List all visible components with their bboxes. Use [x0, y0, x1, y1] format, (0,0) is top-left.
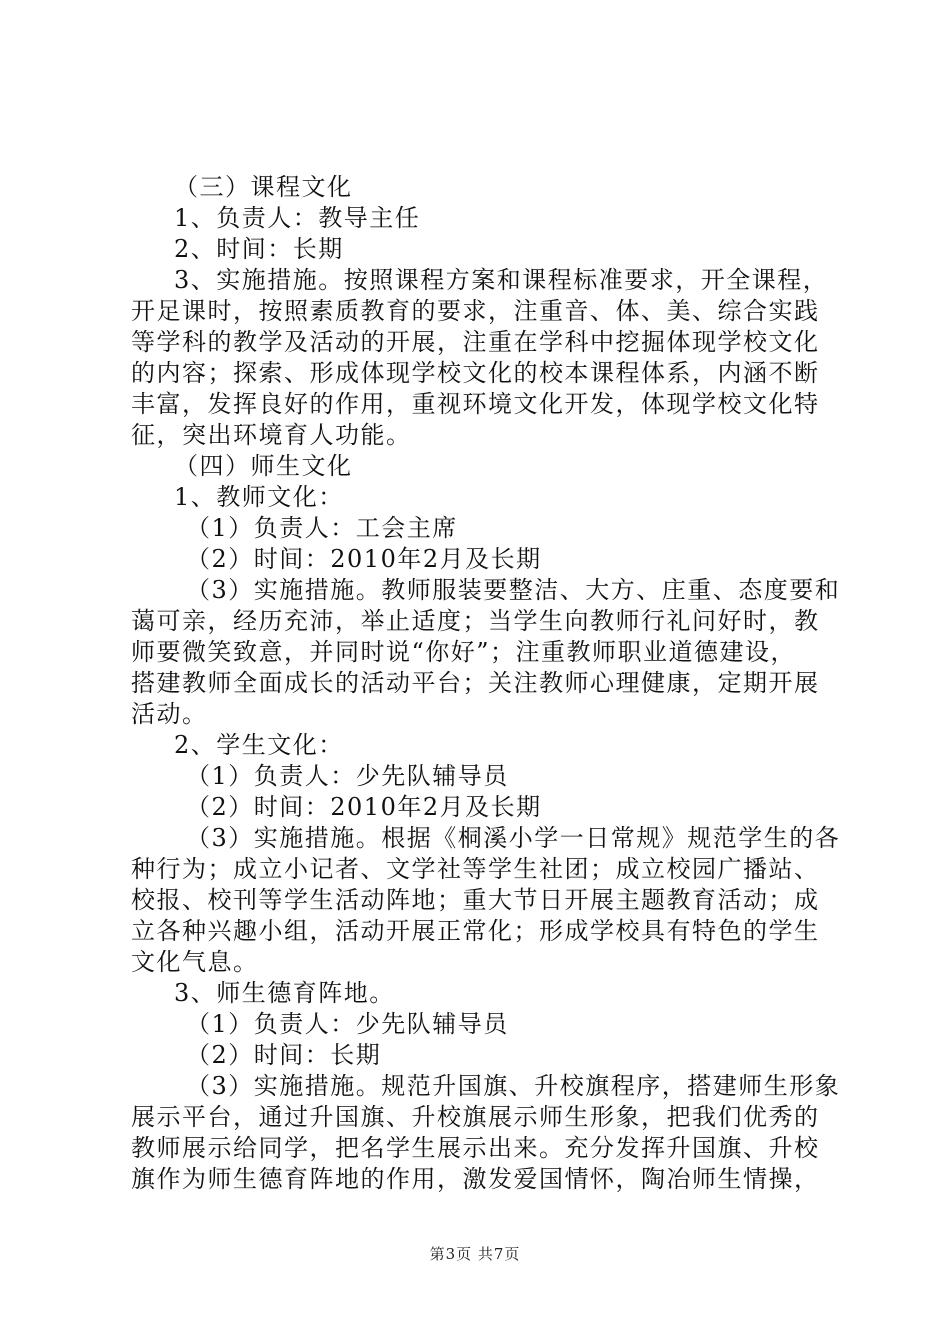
text-line: （3）实施措施。规范升国旗、升校旗程序，搭建师生形象	[186, 1072, 841, 1100]
text-line: 教师展示给同学，把名学生展示出来。充分发挥升国旗、升校	[131, 1134, 820, 1162]
text-line: 3、实施措施。按照课程方案和课程标准要求，开全课程，	[174, 266, 829, 294]
text-line: 开足课时，按照素质教育的要求，注重音、体、美、综合实践	[131, 297, 820, 325]
text-line: （2）时间：长期	[186, 1041, 382, 1069]
text-line: （1）负责人：少先队辅导员	[186, 762, 509, 790]
page-number-footer: 第3页 共7页	[429, 1245, 521, 1263]
text-line: 丰富，发挥良好的作用，重视环境文化开发，体现学校文化特	[131, 390, 820, 418]
text-line: 的内容；探索、形成体现学校文化的校本课程体系，内涵不断	[131, 359, 820, 387]
text-line: 活动。	[131, 700, 208, 728]
text-line: 校报、校刊等学生活动阵地；重大节日开展主题教育活动；成	[131, 886, 820, 914]
text-line: 2、时间：长期	[174, 235, 344, 263]
text-line: （1）负责人：少先队辅导员	[186, 1010, 509, 1038]
text-line: （1）负责人：工会主席	[186, 514, 458, 542]
text-line: 展示平台，通过升国旗、升校旗展示师生形象，把我们优秀的	[131, 1103, 820, 1131]
text-line: 立各种兴趣小组，活动开展正常化；形成学校具有特色的学生	[131, 917, 820, 945]
text-line: 文化气息。	[131, 948, 259, 976]
text-line: （2）时间：2010年2月及长期	[186, 545, 542, 573]
text-line: 2、学生文化：	[174, 731, 344, 759]
text-line: （3）实施措施。根据《桐溪小学一日常规》规范学生的各	[186, 824, 841, 852]
text-line: 等学科的教学及活动的开展，注重在学科中挖掘体现学校文化	[131, 328, 820, 356]
text-line: 种行为；成立小记者、文学社等学生社团；成立校园广播站、	[131, 855, 820, 883]
text-line: 旗作为师生德育阵地的作用，激发爱国情怀，陶冶师生情操，	[131, 1165, 820, 1193]
text-line: 1、教师文化：	[174, 483, 344, 511]
text-line: 蔼可亲，经历充沛，举止适度；当学生向教师行礼问好时，教	[131, 607, 820, 635]
section-heading-teacher-student-culture: （四）师生文化	[174, 452, 353, 480]
text-line: 3、师生德育阵地。	[174, 979, 395, 1007]
text-line: 征，突出环境育人功能。	[131, 421, 412, 449]
text-line: 师要微笑致意，并同时说“你好”；注重教师职业道德建设，	[131, 638, 797, 666]
text-line: 搭建教师全面成长的活动平台；关注教师心理健康，定期开展	[131, 669, 820, 697]
text-line: （2）时间：2010年2月及长期	[186, 793, 542, 821]
text-line: 1、负责人：教导主任	[174, 204, 421, 232]
text-line: （3）实施措施。教师服装要整洁、大方、庄重、态度要和	[186, 576, 841, 604]
document-body	[131, 172, 841, 1195]
section-heading-course-culture: （三）课程文化	[174, 173, 353, 201]
